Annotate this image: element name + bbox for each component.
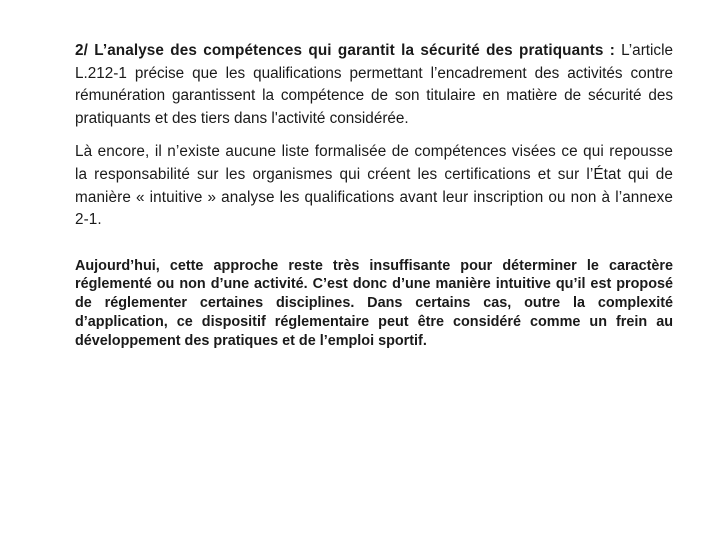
paragraph-body: Aujourd’hui, cette approche reste très insuffisante pour déterminer le caractère réglementé ou non d’une activité. C’est donc d’une manière intuitive qu’il est proposé de réglementer certaines disciplines. Dans certains cas, outre la complexité d’application, ce dispositif réglementaire peut être considéré comme un frein au développement des pratiques et de l’emploi sportif. xyxy=(75,257,673,349)
paragraph-competences-analysis xyxy=(75,40,673,130)
paragraph-body: Là encore, il n’existe aucune liste formalisée de compétences visées ce qui repousse la responsabilité sur les organismes qui créent les certifications et sur l’État qui de manière « intuitive » analyse les qualifications avant leur inscription ou non à l’annexe 2-1. xyxy=(75,143,673,229)
paragraph-conclusion xyxy=(75,257,673,351)
paragraph-no-formal-list xyxy=(75,141,673,231)
document-page xyxy=(75,40,673,350)
section-heading: 2/ L’analyse des compétences qui garantit la sécurité des pratiquants : xyxy=(75,42,615,59)
paragraph-body: L’article L.212-1 précise que les qualifications permettant l’encadrement des activités contre rémunération garantissent la compétence de son titulaire en matière de sécurité des pratiquants et des tiers dans l'activité considérée. xyxy=(75,42,673,127)
